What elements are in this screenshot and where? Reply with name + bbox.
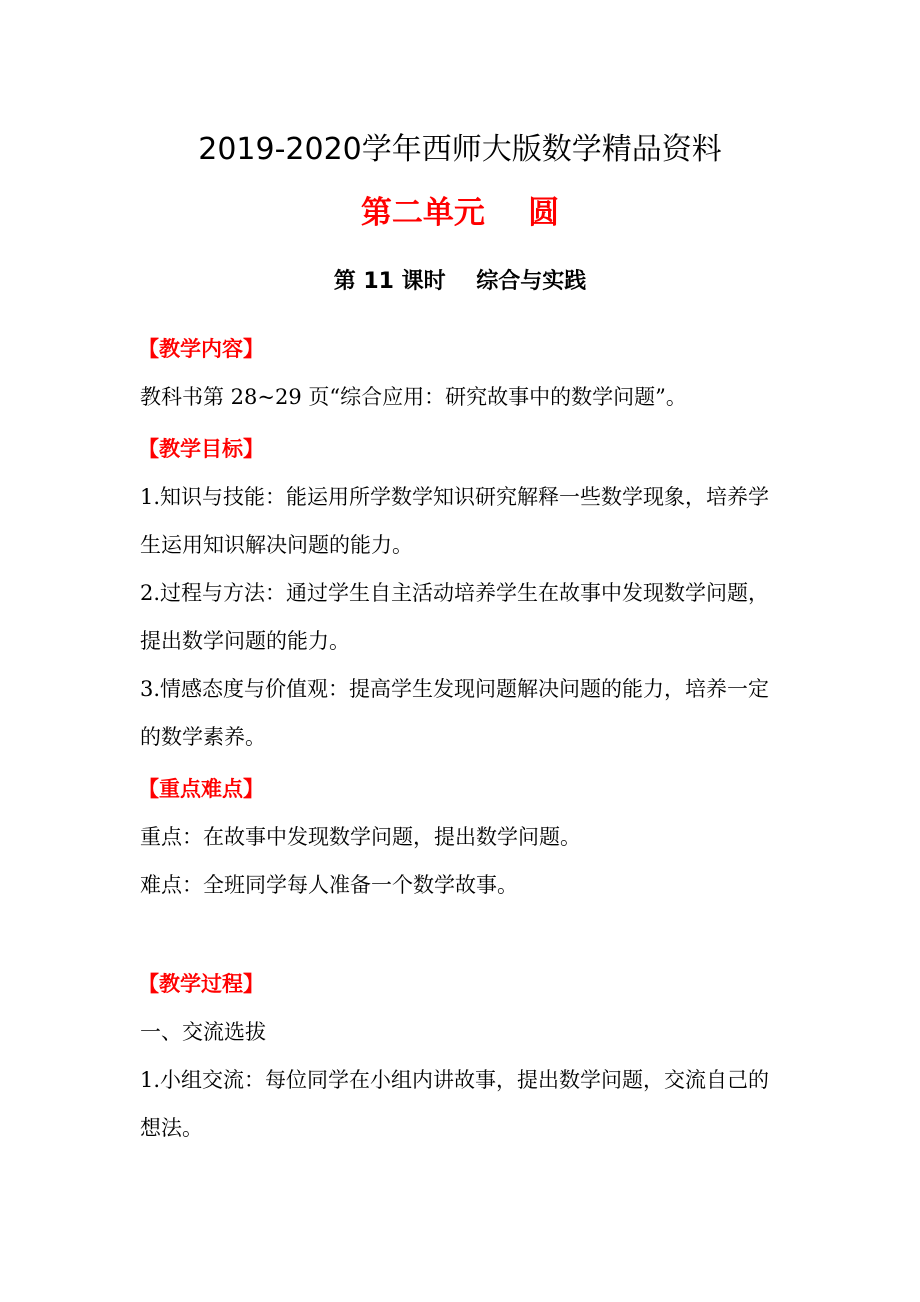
process-item-1-line-1: 1.小组交流：每位同学在小组内讲故事，提出数学问题，交流自己的 (140, 1068, 770, 1092)
objective-2-line-2: 提出数学问题的能力。 (140, 629, 350, 653)
key-point-line: 重点：在故事中发现数学问题，提出数学问题。 (140, 825, 581, 849)
teaching-content-line: 教科书第 28~29 页“综合应用：研究故事中的数学问题”。 (140, 385, 687, 409)
unit-title: 第二单元 圆 (360, 195, 560, 231)
heading-key-difficulties: 【重点难点】 (138, 777, 264, 801)
teaching-content-paragraph (140, 373, 788, 421)
objective-2-paragraph (140, 569, 788, 665)
lesson-title: 第 11 课时 综合与实践 (333, 269, 587, 294)
objective-3-line-1: 3.情感态度与价值观：提高学生发现问题解决问题的能力，培养一定 (140, 677, 770, 701)
objective-1-line-2: 生运用知识解决问题的能力。 (140, 533, 413, 557)
process-step-line: 一、交流选拔 (140, 1020, 266, 1044)
objective-3-line-2: 的数学素养。 (140, 725, 266, 749)
process-step-paragraph (140, 1008, 788, 1056)
process-item-1-paragraph (140, 1056, 788, 1152)
objective-2-line-1: 2.过程与方法：通过学生自主活动培养学生在故事中发现数学问题， (140, 581, 770, 605)
objective-1-line-1: 1.知识与技能：能运用所学数学知识研究解释一些数学现象，培养学 (140, 485, 770, 509)
key-difficulty-paragraph (140, 813, 788, 909)
heading-teaching-content: 【教学内容】 (138, 337, 264, 361)
difficulty-line: 难点：全班同学每人准备一个数学故事。 (140, 873, 518, 897)
objective-1-paragraph (140, 473, 788, 569)
process-item-1-line-2: 想法。 (140, 1116, 203, 1140)
objective-3-paragraph (140, 665, 788, 761)
heading-teaching-process: 【教学过程】 (138, 972, 264, 996)
document-title: 2019-2020学年西师大版数学精品资料 (198, 132, 722, 167)
heading-teaching-objectives: 【教学目标】 (138, 437, 264, 461)
